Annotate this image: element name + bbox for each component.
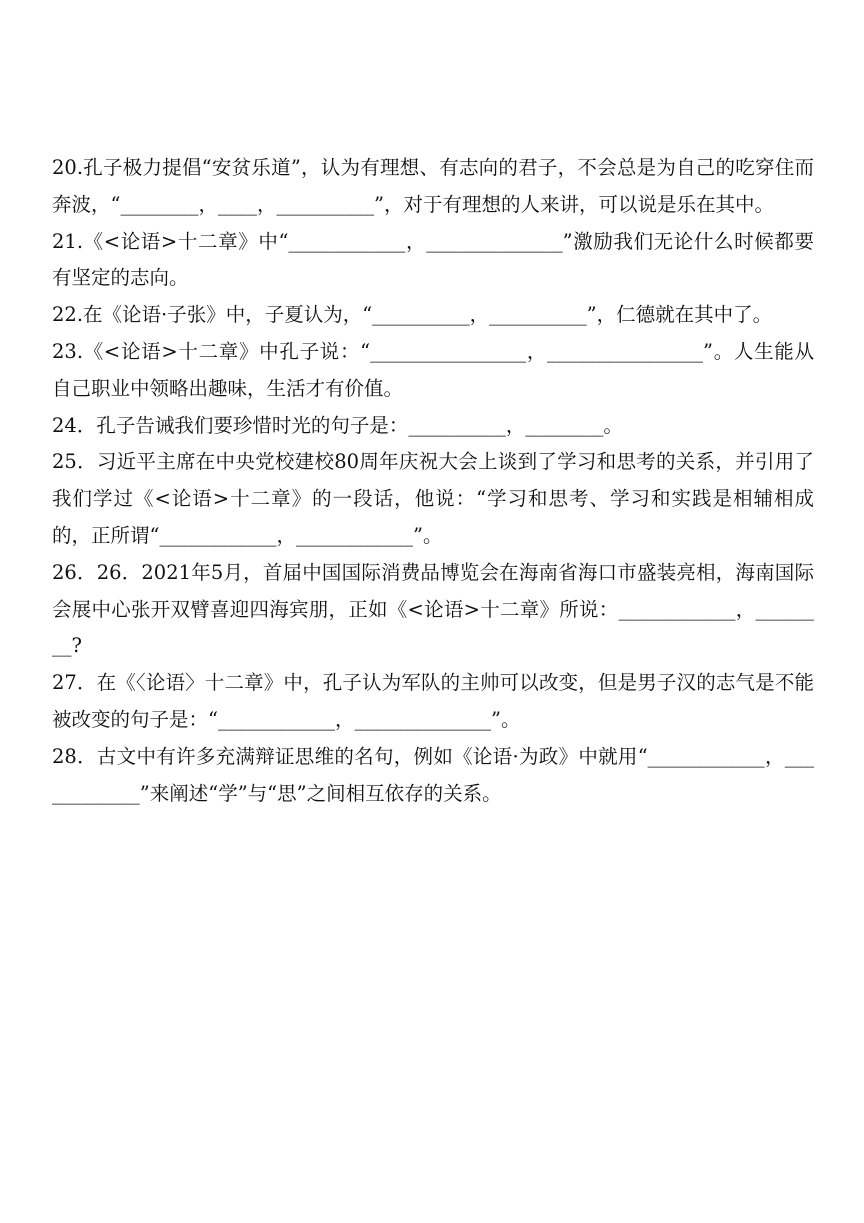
question-22: 22.在《论语·子张》中，子夏认为，“__________，__________”，仁德就在其中了。 [52, 303, 773, 327]
question-27: 27．在《〈论语〉十二章》中，孔子认为军队的主帅可以改变，但是男子汉的志气是不能被改变的句子是：“____________，______________”。 [52, 671, 814, 731]
question-23: 23.《<论语>十二章》中孔子说：“________________，________________”。人生能从自己职业中领略出趣味，生活才有价值。 [52, 339, 814, 400]
question-28: 28．古文中有许多充满辩证思维的名句，例如《论语·为政》中就用“____________，____________”来阐述“学”与“思”之间相互依存的关系。 [52, 744, 814, 805]
question-25: 25．习近平主席在中央党校建校80周年庆祝大会上谈到了学习和思考的关系，并引用了我们学过《<论语>十二章》的一段话，他说：“学习和思考、学习和实践是相辅相成的，正所谓“____________，____________”。 [52, 450, 814, 547]
question-21: 21.《<论语>十二章》中“____________，______________”激励我们无论什么时候都要有坚定的志向。 [52, 229, 814, 290]
question-26: 26．26．2021年5月，首届中国国际消费品博览会在海南省海口市盛装亮相，海南国际会展中心张开双臂喜迎四海宾朋，正如《<论语>十二章》所说：____________，________? [52, 560, 814, 658]
question-20: 20.孔子极力提倡“安贫乐道”，认为有理想、有志向的君子，不会总是为自己的吃穿住而奔波，“________，____，__________”，对于有理想的人来讲，可以说是乐在其中。 [52, 156, 814, 216]
question-24: 24．孔子告诫我们要珍惜时光的句子是：__________，________。 [52, 413, 623, 437]
question-list [52, 150, 814, 812]
